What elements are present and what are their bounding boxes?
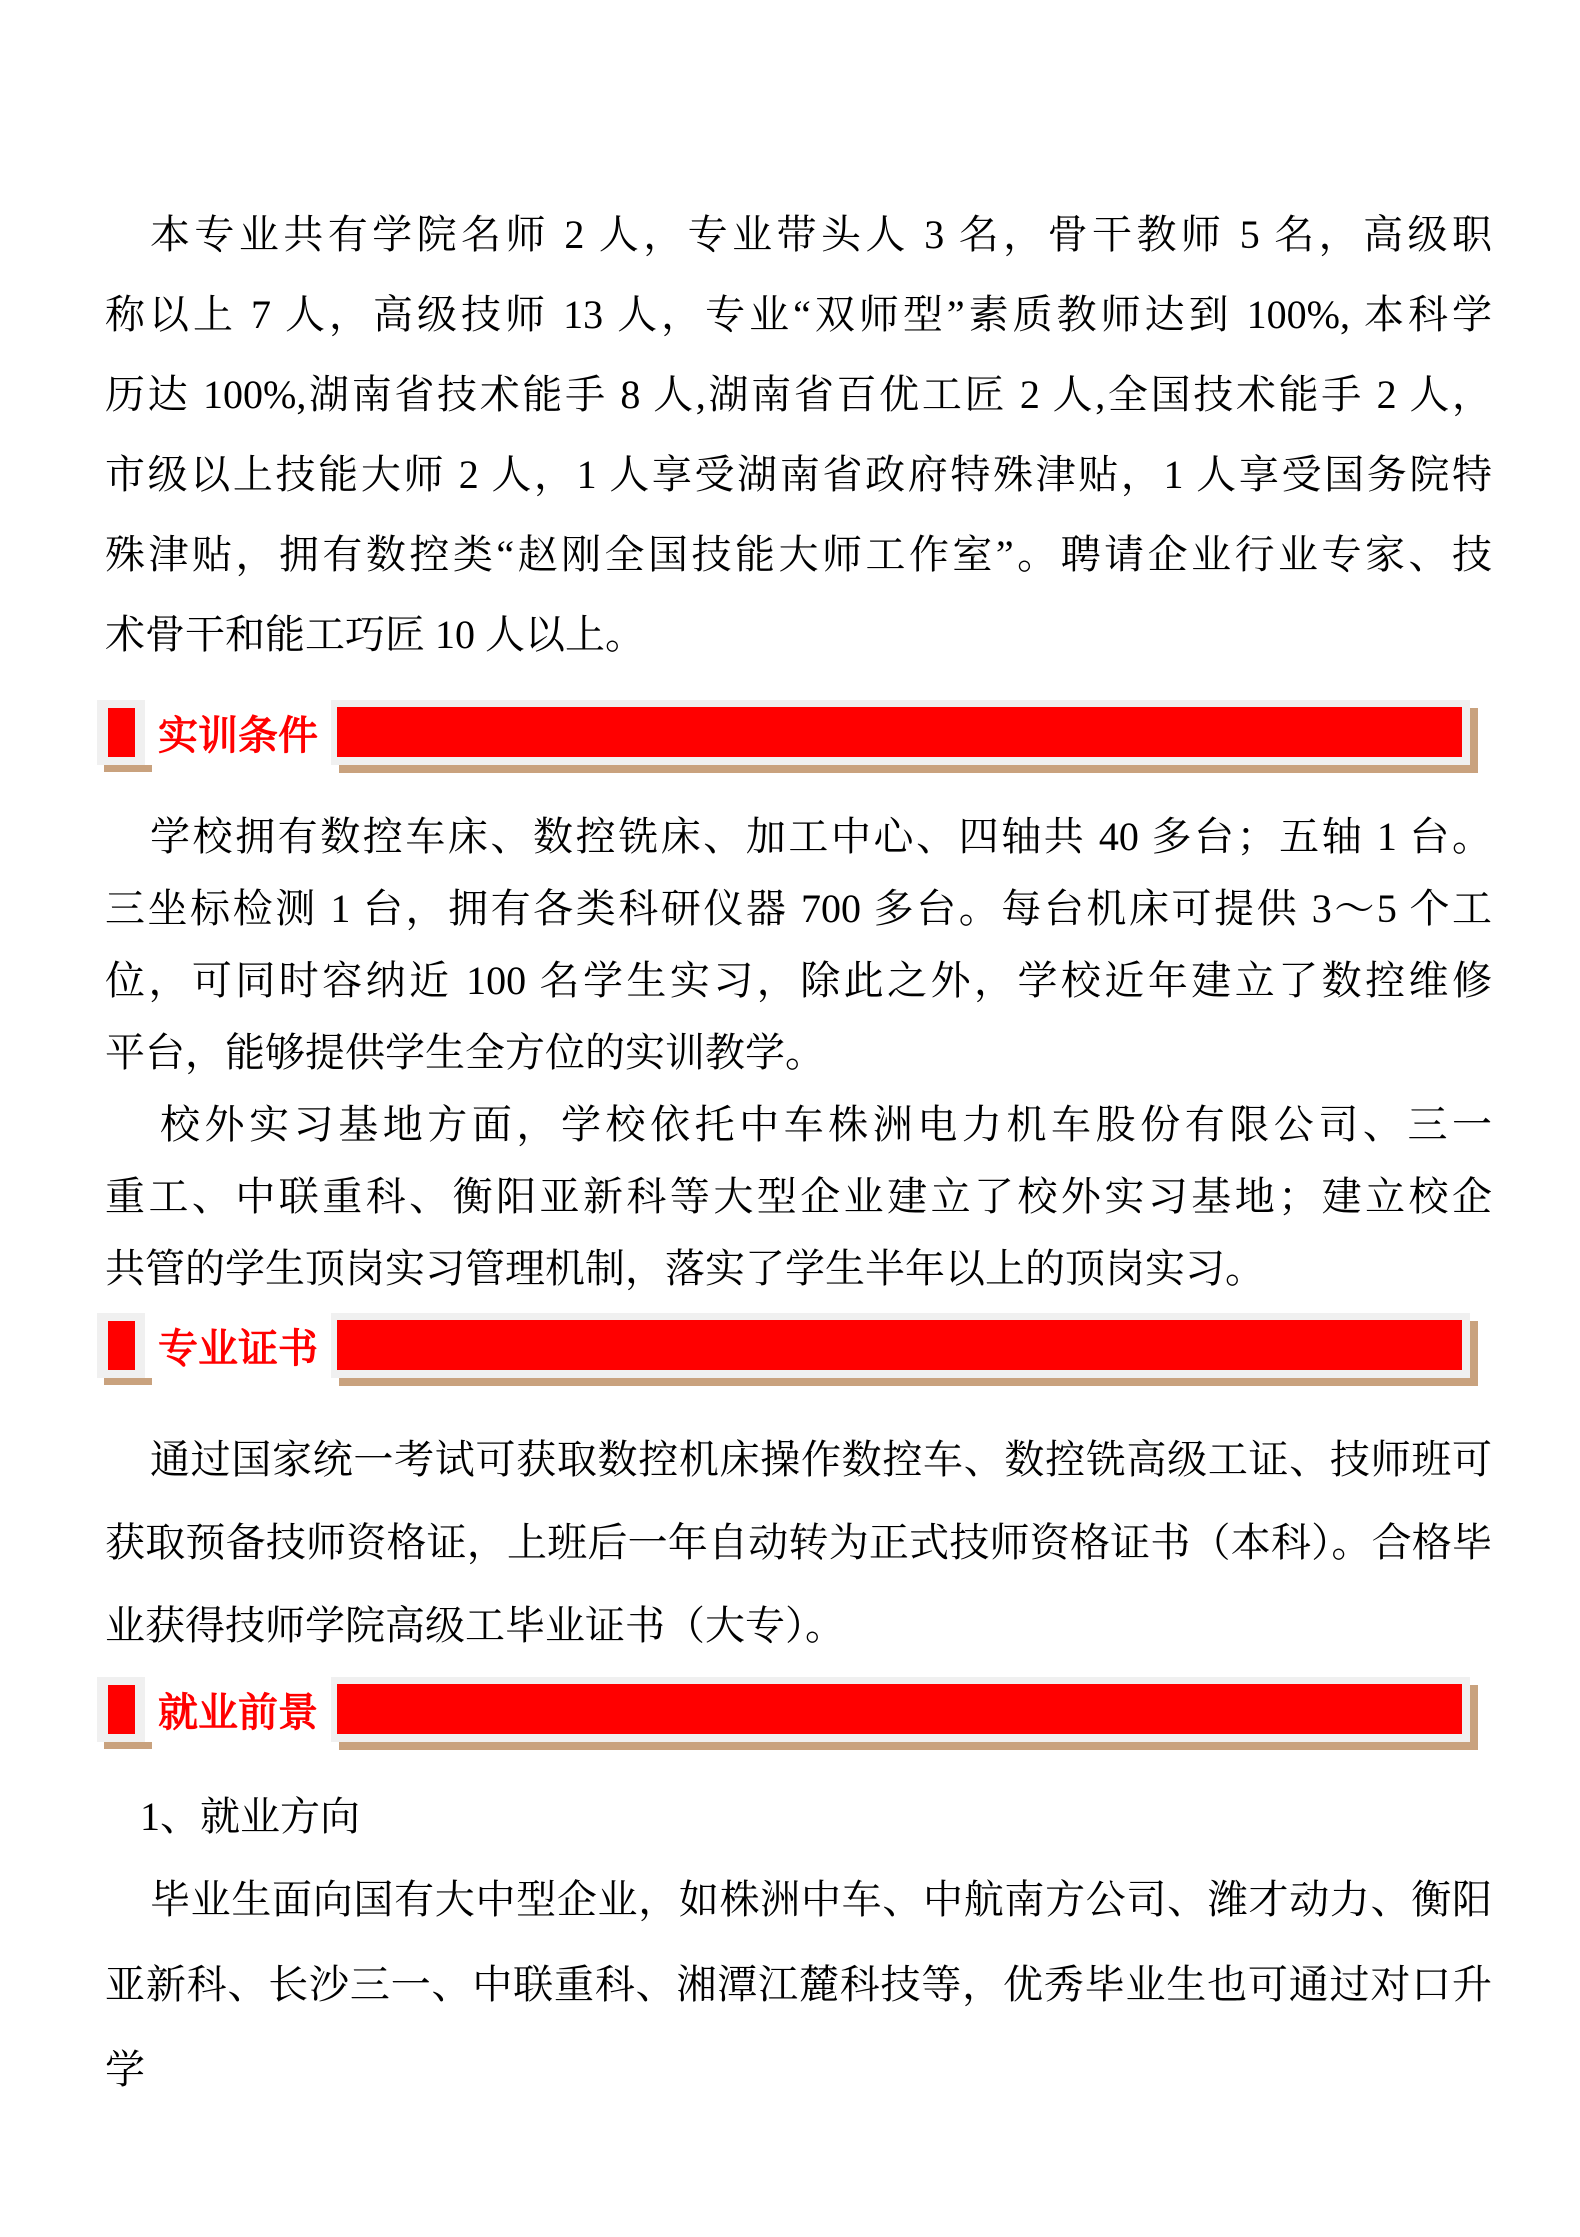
banner-red-bar: [331, 700, 1470, 765]
intro-paragraph: [105, 195, 1492, 675]
text-line: 通过国家统一考试可获取数控机床操作数控车、数控铣高级工证、技师班可: [150, 1437, 1492, 1482]
section-banner-employment: [97, 1677, 1470, 1742]
text-line: 平台，能够提供学生全方位的实训教学。: [105, 1030, 825, 1075]
red-square-icon: [108, 1321, 135, 1370]
text-line: 历达 100%,湖南省技术能手 8 人,湖南省百优工匠 2 人,全国技术能手 2 人，: [105, 372, 1492, 417]
banner-red-bar: [331, 1677, 1470, 1742]
text-line: 三坐标检测 1 台，拥有各类科研仪器 700 多台。每台机床可提供 3～5 个工: [105, 886, 1492, 931]
section-heading: 实训条件: [145, 700, 331, 765]
red-square-icon: [108, 1685, 135, 1734]
text-line: 殊津贴，拥有数控类“赵刚全国技能大师工作室”。聘请企业行业专家、技: [105, 532, 1492, 577]
section-banner-certificate: [97, 1313, 1470, 1378]
section-heading: 就业前景: [145, 1677, 331, 1742]
certificate-paragraph: [105, 1418, 1492, 1667]
red-square-marker-icon: [97, 1313, 145, 1378]
text-line: 学校拥有数控车床、数控铣床、加工中心、四轴共 40 多台；五轴 1 台。: [150, 814, 1492, 859]
text-line: 本专业共有学院名师 2 人，专业带头人 3 名，骨干教师 5 名，高级职: [150, 212, 1492, 257]
red-square-marker-icon: [97, 1677, 145, 1742]
text-line: 业获得技师学院高级工毕业证书（大专）。: [105, 1603, 845, 1648]
text-line: 校外实习基地方面，学校依托中车株洲电力机车股份有限公司、三一: [160, 1102, 1492, 1147]
text-line: 位，可同时容纳近 100 名学生实习，除此之外，学校近年建立了数控维修: [105, 958, 1492, 1003]
text-line: 亚新科、长沙三一、中联重科、湘潭江麓科技等，优秀毕业生也可通过对口升学: [105, 1962, 1492, 2092]
text-line: 共管的学生顶岗实习管理机制，落实了学生半年以上的顶岗实习。: [105, 1246, 1265, 1291]
section-banner-training: [97, 700, 1470, 765]
text-line: 市级以上技能大师 2 人，1 人享受湖南省政府特殊津贴，1 人享受国务院特: [105, 452, 1492, 497]
training-paragraph-1: [105, 801, 1492, 1089]
training-paragraph-2: [105, 1089, 1492, 1305]
text-line: 重工、中联重科、衡阳亚新科等大型企业建立了校外实习基地；建立校企: [105, 1174, 1492, 1219]
red-square-marker-icon: [97, 700, 145, 765]
text-line: 称以上 7 人，高级技师 13 人，专业“双师型”素质教师达到 100%, 本科学: [105, 292, 1492, 337]
text-line: 获取预备技师资格证，上班后一年自动转为正式技师资格证书（本科）。合格毕: [105, 1520, 1492, 1565]
employment-paragraph: [105, 1857, 1492, 2112]
red-square-icon: [108, 708, 135, 757]
banner-red-bar: [331, 1313, 1470, 1378]
employment-subsection: [105, 1777, 1492, 1857]
section-heading: 专业证书: [145, 1313, 331, 1378]
text-line: 毕业生面向国有大中型企业，如株洲中车、中航南方公司、潍才动力、衡阳: [150, 1877, 1492, 1922]
subsection-heading: 1、就业方向: [140, 1794, 360, 1839]
text-line: 术骨干和能工巧匠 10 人以上。: [105, 612, 645, 657]
